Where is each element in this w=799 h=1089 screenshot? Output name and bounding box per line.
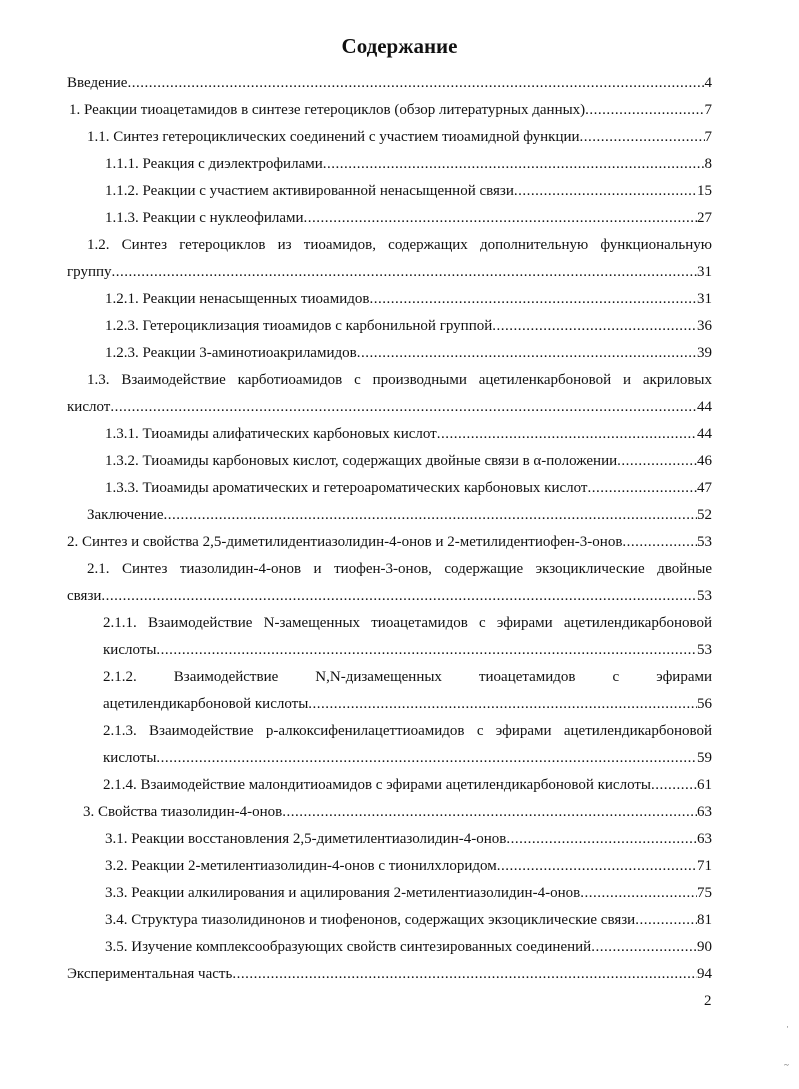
toc-entry[interactable] [105,313,712,340]
toc-entry[interactable] [87,367,712,394]
toc-entry-text: 2.1.4. Взаимодействие малондитиоамидов с эфирами ацетилендикарбоновой кислоты [103,777,652,793]
dot-leader [635,907,697,934]
dot-leader [304,205,697,232]
toc-entry-continuation[interactable] [67,394,712,421]
toc-entry-text: 1.2.1. Реакции ненасыщенных тиоамидов [105,291,370,307]
toc-entry[interactable] [105,448,712,475]
toc-page-number: 4 [704,75,712,91]
toc-entry-text: Введение [67,75,128,91]
toc-entry-text: 1. Реакции тиоацетамидов в синтезе гетероциклов (обзор литературных данных) [69,102,586,118]
toc-page-number: 81 [697,912,712,928]
toc-page-number: 52 [697,507,712,523]
toc-entry-continuation[interactable] [67,259,712,286]
toc-entry[interactable] [105,907,712,934]
dot-leader [651,772,697,799]
dot-leader [127,70,704,97]
dot-leader [580,880,697,907]
toc-page-number: 31 [697,291,712,307]
toc-entry-continuation[interactable] [67,583,712,610]
toc-entry[interactable] [103,664,712,691]
toc-entry-text: Экспериментальная часть [67,966,233,982]
toc-entry-text: 1.2. Синтез гетероциклов из тиоамидов, содержащих дополнительную функциональную [87,237,712,253]
toc-entry-text: 1.2.3. Гетероциклизация тиоамидов с карбонильной группой [105,318,493,334]
toc-page-number: 7 [704,129,712,145]
toc-entry-text: кислот [67,399,111,415]
toc-page-number: 7 [704,102,712,118]
dot-leader [587,475,697,502]
toc-entry-text: 2. Синтез и свойства 2,5-диметилидентиазолидин-4-онов и 2-метилидентиофен-3-онов [67,534,623,550]
toc-entry[interactable] [69,97,712,124]
toc-entry-text: 1.3.1. Тиоамиды алифатических карбоновых кислот [105,426,437,442]
toc-entry-text: 1.3. Взаимодействие карботиоамидов с производными ацетиленкарбоновой и акриловых [87,372,712,388]
page-number: 2 [704,993,712,1009]
dot-leader [323,151,705,178]
dot-leader [369,286,697,313]
toc-entry-text: кислоты [103,642,157,658]
toc-page-number: 61 [697,777,712,793]
dot-leader [497,853,697,880]
dot-leader [156,637,697,664]
toc-entry[interactable] [67,70,712,97]
toc-page-number: 44 [697,399,712,415]
dot-leader [580,124,705,151]
toc-page-number: 53 [697,642,712,658]
toc-entry[interactable] [87,124,712,151]
toc-entry-text: 3.1. Реакции восстановления 2,5-диметилентиазолидин-4-онов [105,831,507,847]
toc-page-number: 46 [697,453,712,469]
dot-leader [110,394,697,421]
toc-entry-text: кислоты [103,750,157,766]
dot-leader [514,178,697,205]
toc-page-number: 90 [697,939,712,955]
dot-leader [308,691,697,718]
dot-leader [282,799,697,826]
dot-leader [357,340,697,367]
toc-page-number: 94 [697,966,712,982]
toc-page-number: 63 [697,831,712,847]
toc-entry-text: 1.1.3. Реакции с нуклеофилами [105,210,304,226]
toc-entry-text: 3.3. Реакции алкилирования и ацилирования 2-метилентиазолидин-4-онов [105,885,581,901]
toc-entry[interactable] [67,529,712,556]
toc-entry-text: 3.2. Реакции 2-метилентиазолидин-4-онов с тионилхлоридом [105,858,497,874]
toc-entry[interactable] [83,799,712,826]
toc-entry-text: Заключение [87,507,164,523]
toc-entry[interactable] [105,421,712,448]
dot-leader [506,826,697,853]
toc-entry[interactable] [105,286,712,313]
toc-entry[interactable] [105,880,712,907]
dot-leader [112,259,697,286]
toc-entry[interactable] [87,502,712,529]
toc-page-number: 31 [697,264,712,280]
toc-page-number: 53 [697,534,712,550]
dot-leader [617,448,697,475]
toc-entry-text: 1.3.2. Тиоамиды карбоновых кислот, содержащих двойные связи в α-положении [105,453,618,469]
toc-entry[interactable] [105,205,712,232]
toc-entry[interactable] [105,853,712,880]
toc-entry[interactable] [103,718,712,745]
toc-page-number: 56 [697,696,712,712]
toc-entry-continuation[interactable] [103,637,712,664]
scan-mark: · [786,1022,789,1032]
toc-entry-continuation[interactable] [103,691,712,718]
toc-page-number: 44 [697,426,712,442]
dot-leader [585,97,704,124]
toc-entry[interactable] [103,610,712,637]
toc-entry-text: ацетилендикарбоновой кислоты [103,696,309,712]
toc-entry[interactable] [105,178,712,205]
toc-entry[interactable] [67,961,712,988]
toc-page-number: 47 [697,480,712,496]
toc-entry-text: 1.2.3. Реакции 3-аминотиоакриламидов [105,345,357,361]
toc-entry[interactable] [103,772,712,799]
toc-page-number: 15 [697,183,712,199]
toc-entry-text: связи [67,588,102,604]
toc-page-number: 53 [697,588,712,604]
dot-leader [492,313,697,340]
toc-entry-text: 2.1.2. Взаимодействие N,N-дизамещенных тиоацетамидов с эфирами [103,669,712,685]
toc-entry-text: 1.1.1. Реакция с диэлектрофилами [105,156,323,172]
dot-leader [101,583,697,610]
toc-entry-text: 1.1.2. Реакции с участием активированной ненасыщенной связи [105,183,514,199]
toc-entry-text: 3.4. Структура тиазолидинонов и тиофенонов, содержащих экзоциклические связи [105,912,636,928]
toc-page-number: 59 [697,750,712,766]
toc-entry-text: 3.5. Изучение комплексообразующих свойств синтезированных соединений [105,939,592,955]
toc-entry-text: 2.1.1. Взаимодействие N-замещенных тиоацетамидов с эфирами ацетилендикарбоновой [103,615,712,631]
scan-mark: ~ [784,1060,789,1070]
dot-leader [232,961,697,988]
toc-entry[interactable] [105,151,712,178]
toc-entry-text: группу [67,264,112,280]
toc-page-number: 75 [697,885,712,901]
toc-page-number: 71 [697,858,712,874]
dot-leader [156,745,697,772]
dot-leader [437,421,697,448]
toc-entry[interactable] [105,826,712,853]
toc-page-number: 39 [697,345,712,361]
toc-entry[interactable] [87,232,712,259]
dot-leader [164,502,698,529]
toc-entry[interactable] [87,556,712,583]
toc-entry-text: 1.1. Синтез гетероциклических соединений с участием тиоамидной функции [87,129,580,145]
dot-leader [622,529,697,556]
toc-entry-text: 2.1.3. Взаимодействие р-алкоксифенилацеттиоамидов с эфирами ацетилендикарбоновой [103,723,712,739]
toc-entry-continuation[interactable] [103,745,712,772]
toc-entry[interactable] [105,475,712,502]
toc-page-number: 8 [704,156,712,172]
toc-entry-text: 2.1. Синтез тиазолидин-4-онов и тиофен-3-онов, содержащие экзоциклические двойные [87,561,712,577]
toc-page-number: 27 [697,210,712,226]
toc-page-number: 63 [697,804,712,820]
dot-leader [591,934,697,961]
toc-entry-text: 1.3.3. Тиоамиды ароматических и гетероароматических карбоновых кислот [105,480,588,496]
toc-entry-text: 3. Свойства тиазолидин-4-онов [83,804,283,820]
toc-entry[interactable] [105,340,712,367]
toc-entry[interactable] [105,934,712,961]
toc-page-number: 36 [697,318,712,334]
page-title: Содержание [341,34,458,58]
